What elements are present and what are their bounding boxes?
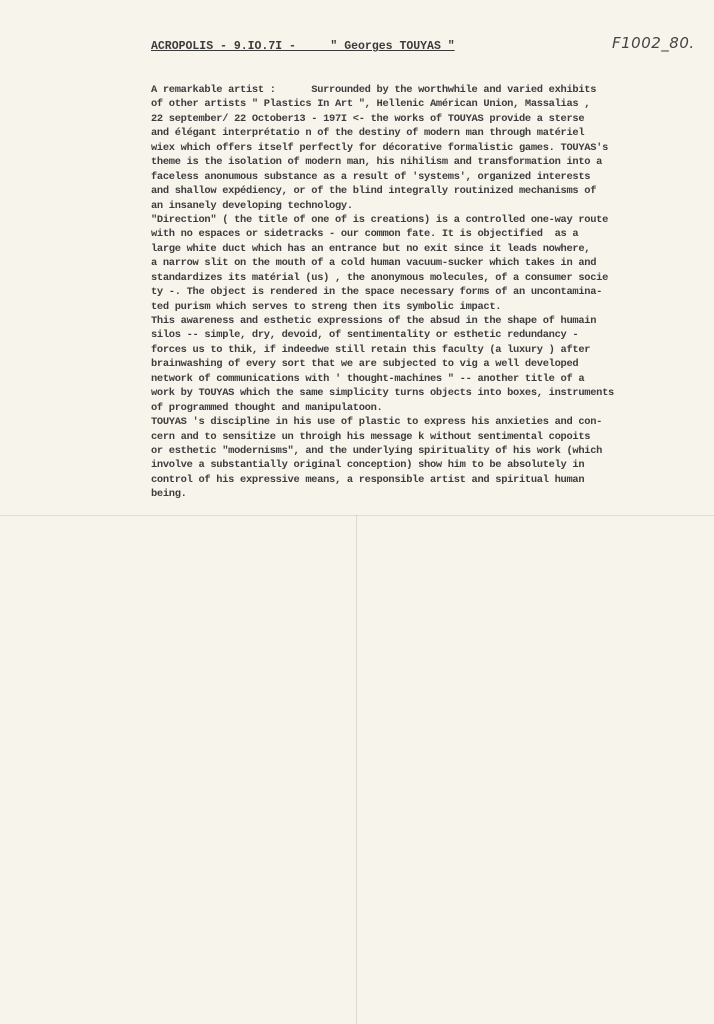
document-heading: ACROPOLIS - 9.IO.7I - " Georges TOUYAS " [151,40,455,53]
paper-fold-horizontal [0,515,714,516]
text-line: brainwashing of every sort that we are subjected to vig a well developed [151,358,579,371]
text-line: faceless anonumous substance as a result of 'systems', organized interests [151,170,591,183]
text-line: A remarkable artist : Surrounded by the worthwhile and varied exhibits [151,84,597,96]
text-line: silos -- simple, dry, devoid, of sentimentality or esthetic redundancy - [151,329,579,342]
text-line: or esthetic "modernisms", and the underlying spirituality of his work (which [151,444,603,457]
text-line: forces us to thik, if indeedwe still retain this faculty (a luxury ) after [151,343,591,356]
text-line: wiex which offers itself perfectly for décorative formalistic games. TOUYAS's [151,141,609,154]
text-line: cern and to sensitize un throigh his message k without sentimental copoits [151,430,591,443]
text-line: network of communications with ' thought-machines " -- another title of a [151,372,585,385]
text-line: involve a substantially original conception) show him to be absolutely in [151,459,585,472]
text-line: control of his expressive means, a responsible artist and spiritual human [151,473,585,486]
text-line: TOUYAS 's discipline in his use of plastic to express his anxieties and con- [151,416,603,429]
paper-fold-vertical [356,515,357,1024]
text-line: standardizes its matérial (us) , the anonymous molecules, of a consumer socie [151,271,609,284]
text-line: This awareness and esthetic expressions of the absud in the shape of humain [151,315,597,327]
text-line: of other artists " Plastics In Art ", Hellenic Américan Union, Massalias , [151,98,591,111]
text-line: 22 september/ 22 October13 - 197I <- the works of TOUYAS provide a sterse [151,112,585,125]
text-line: of programmed thought and manipulatoon. [151,401,383,414]
text-line: work by TOUYAS which the same simplicity turns objects into boxes, instruments [151,387,614,400]
text-line: ty -. The object is rendered in the space necessary forms of an uncontamina- [151,286,603,299]
handwritten-archive-reference: F1002_80. [612,34,695,52]
text-line: with no espaces or sidetracks - our common fate. It is objectified as a [151,228,579,241]
text-line: a narrow slit on the mouth of a cold human vacuum-sucker which takes in and [151,257,597,270]
typed-body-text [151,83,713,502]
text-line: an insanely developing technology. [151,199,353,212]
text-line: "Direction" ( the title of one of is creations) is a controlled one-way route [151,213,609,226]
text-line: and élégant interprétatio n of the destiny of modern man through matériel [151,127,585,140]
text-line: theme is the isolation of modern man, his nihilism and transformation into a [151,156,603,169]
text-line: large white duct which has an entrance but no exit since it leads nowhere, [151,242,591,255]
text-line: ted purism which serves to streng then its symbolic impact. [151,300,502,313]
text-line: and shallow expédiency, or of the blind integrally routinized mechanisms of [151,185,597,198]
text-line: being. [151,488,187,501]
